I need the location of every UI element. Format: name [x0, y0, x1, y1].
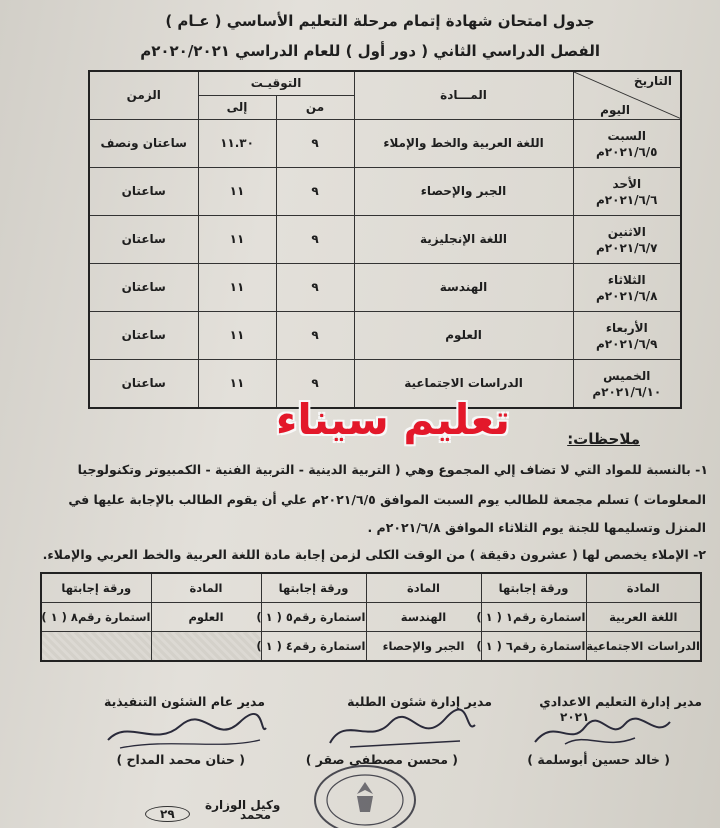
subject-cell: العلوم: [354, 311, 573, 359]
note-1-line-3: المنزل وتسليمها للجنة يوم الثلاثاء الموافق ٢٠٢١/٦/٨م .: [367, 520, 706, 535]
empty-cell: [41, 632, 151, 662]
subject-cell: الجبر والإحصاء: [366, 632, 481, 662]
duration-cell: ساعتان: [89, 167, 198, 215]
sheet-cell: استمارة رقم٨ ( ١ ): [41, 603, 151, 632]
sheet-cell: استمارة رقم١ ( ١ ): [481, 603, 586, 632]
schedule-row: [89, 119, 681, 167]
bottom-number-scrawl: ٢٩: [145, 806, 190, 822]
day-date-cell: [573, 311, 681, 359]
signature-title-1: مدير إدارة التعليم الاعدادي: [539, 694, 702, 709]
note-1-line-2: المعلومات ) تسلم مجمعة للطالب يوم السبت الموافق ٢٠٢١/٦/٥م علي أن يقوم الطالب بالإجابة عليها في: [68, 492, 706, 507]
exam-date: ٢٠٢١/٦/٨م: [596, 289, 658, 303]
day-date-cell: [573, 263, 681, 311]
subject-cell: الدراسات الاجتماعية: [354, 359, 573, 408]
from-cell: ٩: [276, 311, 354, 359]
schedule-row: [89, 311, 681, 359]
to-cell: ١١: [198, 311, 276, 359]
subject-cell: اللغة الإنجليزية: [354, 215, 573, 263]
from-cell: ٩: [276, 263, 354, 311]
subject-header: المادة: [586, 573, 701, 603]
schedule-row: [89, 215, 681, 263]
day-date-cell: [573, 215, 681, 263]
from-header: من: [276, 95, 354, 119]
document-subtitle: الفصل الدراسي الثاني ( دور أول ) للعام الدراسي ٢٠٢٠/٢٠٢١م: [140, 42, 600, 60]
day-name: الخميس: [603, 369, 651, 383]
signature-date-scrawl: ٢٠٢١: [560, 710, 590, 724]
day-name: الأربعاء: [605, 321, 648, 335]
sheet-header: ورقة إجابتها: [41, 573, 151, 603]
day-name: الثلاثاء: [607, 273, 646, 287]
sheet-header: ورقة إجابتها: [481, 573, 586, 603]
note-2: ٢- الإملاء يخصص لها ( عشرون دقيقة ) من الوقت الكلى لزمن إجابة مادة اللغة العربية والخط العربي والإملاء.: [42, 547, 706, 562]
day-date-cell: [573, 359, 681, 408]
bottom-mohamed-text: محمد: [240, 808, 272, 822]
to-cell: ١١: [198, 167, 276, 215]
schedule-row: [89, 167, 681, 215]
sheet-cell: استمارة رقم٦ ( ١ ): [481, 632, 586, 662]
watermark-text: تعليم سيناء: [275, 395, 511, 444]
handwritten-signature-3: [100, 710, 270, 754]
to-cell: ١١: [198, 359, 276, 408]
handwritten-signature-2: [320, 705, 480, 753]
from-cell: ٩: [276, 359, 354, 408]
day-date-cell: [573, 167, 681, 215]
subject-cell: الهندسة: [366, 603, 481, 632]
official-seal-icon: [310, 760, 420, 828]
signature-name-1: ( خالد حسين أبوسلمة ): [527, 752, 670, 767]
sheet-cell: استمارة رقم٥ ( ١ ): [261, 603, 366, 632]
exam-date: ٢٠٢١/٦/٧م: [596, 241, 658, 255]
deputy-minister-label: وكيل الوزارة: [205, 798, 281, 812]
to-header: إلى: [198, 95, 276, 119]
exam-date: ٢٠٢١/٦/٥م: [596, 145, 658, 159]
answer-sheets-table: [40, 572, 702, 662]
day-name: الأحد: [612, 177, 642, 191]
subject-header: المادة: [366, 573, 481, 603]
sheet-header: ورقة إجابتها: [261, 573, 366, 603]
exam-date: ٢٠٢١/٦/٦م: [596, 193, 658, 207]
subject-header: المادة: [151, 573, 261, 603]
subject-cell: اللغة العربية: [586, 603, 701, 632]
day-name: الاثنين: [607, 225, 646, 239]
from-cell: ٩: [276, 167, 354, 215]
day-header: اليوم: [600, 102, 631, 117]
signature-name-2: ( محسن مصطفى صقر ): [305, 752, 458, 767]
to-cell: ١١: [198, 263, 276, 311]
empty-cell: [151, 632, 261, 662]
handwritten-signature-1: [525, 712, 675, 752]
notes-title: ملاحظات:: [567, 430, 640, 448]
subject-cell: الدراسات الاجتماعية: [586, 632, 701, 662]
from-cell: ٩: [276, 215, 354, 263]
signature-title-2: مدير إدارة شئون الطلبة: [347, 694, 492, 709]
from-cell: ٩: [276, 119, 354, 167]
subject-cell: الهندسة: [354, 263, 573, 311]
signature-title-3: مدير عام الشئون التنفيذية: [104, 694, 265, 709]
document-title: جدول امتحان شهادة إتمام مرحلة التعليم الأساسي ( عـام ): [165, 12, 595, 30]
date-day-header-cell: [573, 71, 681, 119]
sheet-cell: استمارة رقم٤ ( ١ ): [261, 632, 366, 662]
duration-header: الزمن: [89, 71, 198, 119]
to-cell: ١١.٣٠: [198, 119, 276, 167]
day-date-cell: [573, 119, 681, 167]
exam-date: ٢٠٢١/٦/٩م: [596, 337, 658, 351]
duration-cell: ساعتان: [89, 311, 198, 359]
subject-header: المـــادة: [354, 71, 573, 119]
day-name: السبت: [607, 129, 646, 143]
exam-schedule-table: [88, 70, 682, 409]
timing-header: التوقيـت: [198, 71, 354, 95]
subject-cell: الجبر والإحصاء: [354, 167, 573, 215]
duration-cell: ساعتان: [89, 215, 198, 263]
exam-date: ٢٠٢١/٦/١٠م: [592, 385, 662, 399]
schedule-row: [89, 263, 681, 311]
subject-cell: العلوم: [151, 603, 261, 632]
subject-cell: اللغة العربية والخط والإملاء: [354, 119, 573, 167]
to-cell: ١١: [198, 215, 276, 263]
answer-row: [41, 603, 701, 632]
signature-name-3: ( حنان محمد المداح ): [116, 752, 245, 767]
note-1-line-1: ١- بالنسبة للمواد التي لا تضاف إلي المجموع وهي ( التربية الدينية - التربية الفنية - الكمبيوتر وتكنولوجيا: [77, 462, 708, 477]
duration-cell: ساعتان: [89, 359, 198, 408]
duration-cell: ساعتان: [89, 263, 198, 311]
answer-row: [41, 632, 701, 662]
duration-cell: ساعتان ونصف: [89, 119, 198, 167]
date-header: التاريخ: [633, 74, 673, 88]
answer-header-row: [41, 573, 701, 603]
